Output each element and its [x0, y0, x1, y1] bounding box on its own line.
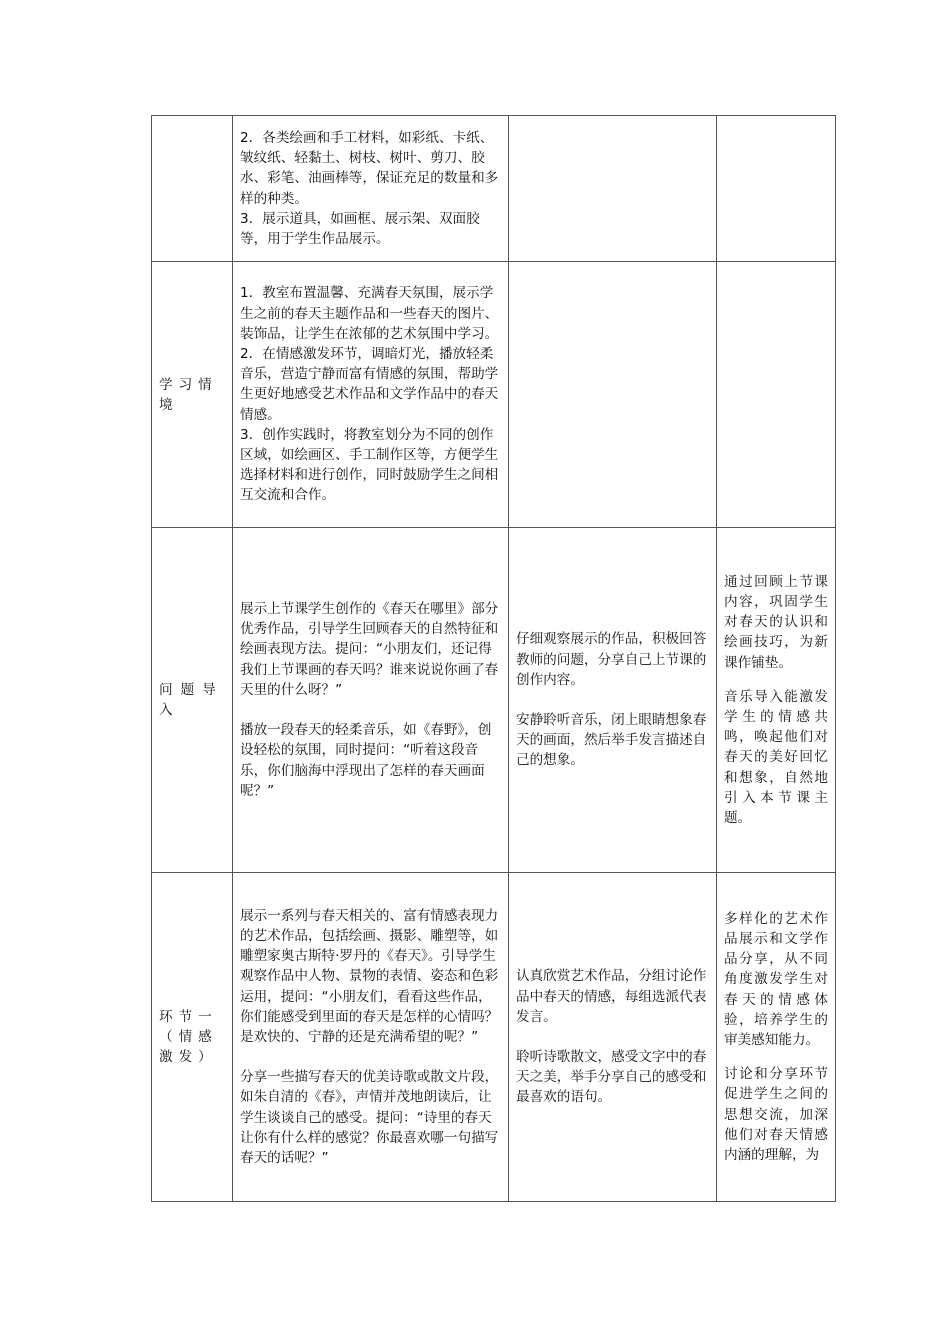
teacher-activity-cell: [233, 873, 509, 1202]
paragraph: 3．创作实践时，将教室划分为不同的创作区域，如绘画区、手工制作区等，方便学生选择材料和进行创作，同时鼓励学生之间相互交流和合作。: [240, 426, 499, 504]
paragraph: 聆听诗歌散文，感受文字中的春天之美，举手分享自己的感受和最喜欢的语句。: [516, 1049, 707, 1106]
row-label: [152, 528, 233, 873]
design-intent-cell: [717, 528, 836, 873]
row-label-text: 问题导入: [159, 682, 224, 718]
paragraph: 2．在情感激发环节，调暗灯光，播放轻柔音乐，营造宁静而富有情感的氛围，帮助学生更好地感受艺术作品和文学作品中的春天情感。: [240, 345, 499, 423]
teacher-activity-cell: [233, 262, 509, 528]
paragraph: 3．展示道具，如画框、展示架、双面胶等，用于学生作品展示。: [240, 210, 480, 247]
table-row: [152, 873, 836, 1202]
row-label: [152, 873, 233, 1202]
paragraph: 音乐导入能激发学生的情感共鸣，唤起他们对春天的美好回忆和想象，自然地引入本节课主题。: [724, 688, 828, 827]
design-intent-cell: [717, 873, 836, 1202]
paragraph: 展示上节课学生创作的《春天在哪里》部分优秀作品，引导学生回顾春天的自然特征和绘画表现方法。提问：“小朋友们，还记得我们上节课画的春天吗？谁来说说你画了春天里的什么呀？”: [240, 601, 499, 698]
design-intent-cell: [717, 116, 836, 262]
design-intent-cell: [717, 262, 836, 528]
paragraph: 仔细观察展示的作品，积极回答教师的问题，分享自己上节课的创作内容。: [516, 631, 707, 688]
table-row: [152, 262, 836, 528]
paragraph: 2．各类绘画和手工材料，如彩纸、卡纸、皱纹纸、轻黏土、树枝、树叶、剪刀、胶水、彩笔、油画棒等，保证充足的数量和多样的种类。: [240, 129, 499, 207]
row-label-text: 学习情境: [159, 376, 218, 413]
paragraph: 播放一段春天的轻柔音乐，如《春野》，创设轻松的氛围，同时提问：“听着这段音乐，你们脑海中浮现出了怎样的春天画面呢？”: [240, 722, 492, 799]
row-label: [152, 262, 233, 528]
teacher-activity-cell: [233, 528, 509, 873]
student-activity-cell: [509, 528, 717, 873]
table-row: [152, 116, 836, 262]
row-label-text: 环节一（情感激发）: [159, 1009, 218, 1065]
student-activity-cell: [509, 262, 717, 528]
paragraph: 认真欣赏艺术作品，分组讨论作品中春天的情感，每组选派代表发言。: [516, 968, 707, 1025]
lesson-plan-table: [151, 115, 836, 1202]
table-row: [152, 528, 836, 873]
paragraph: 1．教室布置温馨、充满春天氛围，展示学生之前的春天主题作品和一些春天的图片、装饰品，让学生在浓郁的艺术氛围中学习。: [240, 285, 499, 342]
paragraph: 安静聆听音乐，闭上眼睛想象春天的画面，然后举手发言描述自己的想象。: [516, 712, 707, 769]
student-activity-cell: [509, 116, 717, 262]
row-label: [152, 116, 233, 262]
paragraph: 多样化的艺术作品展示和文学作品分享，从不同角度激发学生对春天的情感体验，培养学生的审美感知能力。: [724, 910, 828, 1048]
paragraph: 展示一系列与春天相关的、富有情感表现力的艺术作品，包括绘画、摄影、雕塑等，如雕塑家奥古斯特·罗丹的《春天》。引导学生观察作品中人物、景物的表情、姿态和色彩运用，提问：“小朋友们，看看这些作品，你们能感受到里面的春天是怎样的心情吗？是欢快的、宁静的还是充满希望的呢？”: [240, 907, 499, 1045]
student-activity-cell: [509, 873, 717, 1202]
paragraph: 讨论和分享环节促进学生之间的思想交流，加深他们对春天情感内涵的理解，为: [724, 1066, 828, 1164]
paragraph: 通过回顾上节课内容，巩固学生对春天的认识和绘画技巧，为新课作铺垫。: [724, 573, 828, 671]
teacher-activity-cell: [233, 116, 509, 262]
paragraph: 分享一些描写春天的优美诗歌或散文片段，如朱自清的《春》，声情并茂地朗读后，让学生谈谈自己的感受。提问：“诗里的春天让你有什么样的感觉？你最喜欢哪一句描写春天的话呢？”: [240, 1069, 499, 1167]
